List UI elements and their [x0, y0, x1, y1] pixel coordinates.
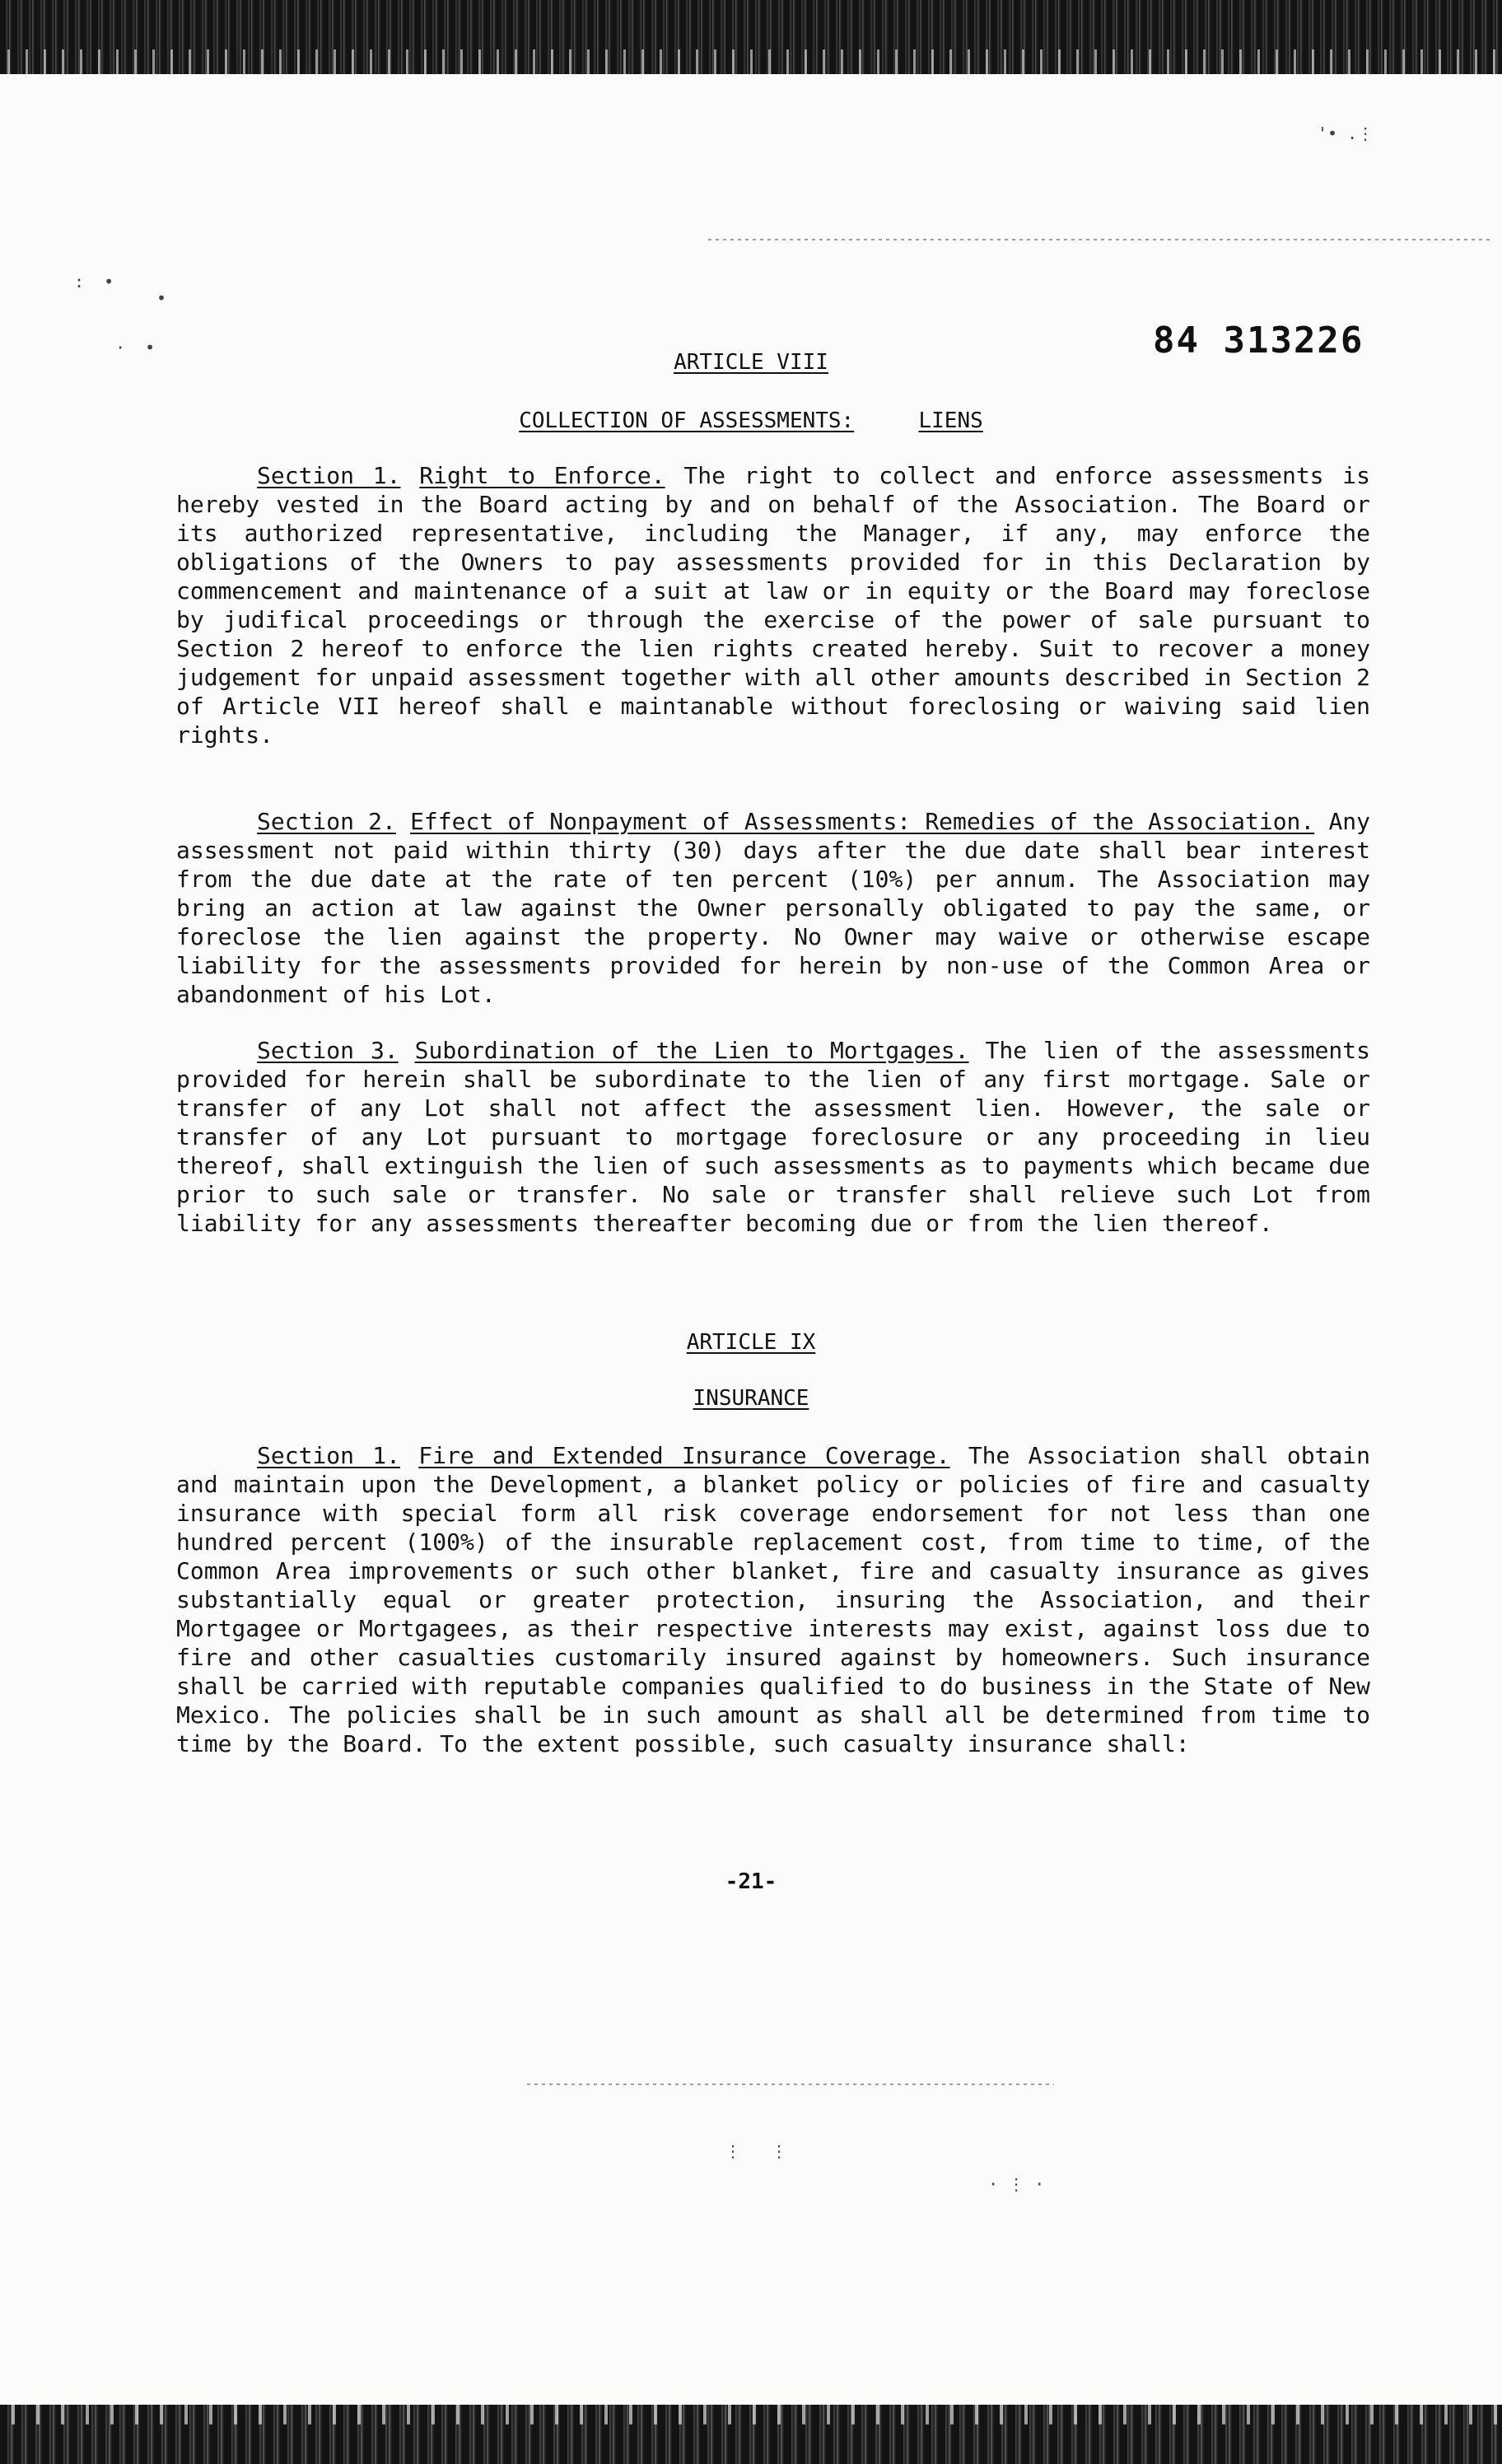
scan-border-top — [0, 0, 1502, 74]
section-label: Section 2. — [257, 808, 396, 835]
article-viii-section-3 — [176, 1036, 1370, 1238]
section-label: Section 1. — [257, 462, 401, 489]
scan-noise-line — [708, 239, 1490, 240]
article-viii-subheading-liens: LIENS — [918, 408, 983, 433]
article-viii-section-1 — [176, 461, 1370, 749]
scan-speck: '• .⋮ — [1318, 124, 1374, 143]
scan-speck: • — [156, 288, 167, 308]
article-ix-section-1 — [176, 1441, 1370, 1758]
section-label: Section 1. — [257, 1442, 400, 1469]
section-title: Effect of Nonpayment of Assessments: Remedies of the Association. — [410, 808, 1315, 835]
article-viii-subheading-main: COLLECTION OF ASSESSMENTS: — [519, 408, 855, 433]
article-ix-heading: ARTICLE IX — [686, 1330, 816, 1355]
section-title: Fire and Extended Insurance Coverage. — [418, 1442, 950, 1469]
scan-speck: ⋅ • — [115, 338, 156, 357]
scan-speck: ⋅ ⋮ ⋅ — [988, 2174, 1045, 2194]
document-number: 84 313226 — [1153, 320, 1364, 362]
scan-border-bottom — [0, 2405, 1502, 2464]
scan-speck: : • — [74, 272, 114, 292]
section-body: The lien of the assessments provided for herein shall be subordinate to the lien of any first mortgage. Sale or transfer of any Lot shall not affect the assessment lien. However, the sale or transfer of any Lot pursuant to mortgage foreclosure or any proceeding in lieu thereof, shall extinguish the lien of such assessments as to payments which became due prior to such sale or transfer. No sale or transfer shall relieve such Lot from liability for any assessments thereafter becoming due or from the lien thereof. — [176, 1037, 1370, 1237]
section-body: The right to collect and enforce assessments is hereby vested in the Board acting by and on behalf of the Association. The Board or its authorized representative, including the Manager, if any, may enforce the obligations of the Owners to pay assessments provided for in this Declaration by commencement and maintenance of a suit at law or in equity or the Board may foreclose by judifical proceedings or through the exercise of the power of sale pursuant to Section 2 hereof to enforce the lien rights created hereby. Suit to recover a money judgement for unpaid assessment together with all other amounts described in Section 2 of Article VII hereof shall e maintanable without foreclosing or waiving said lien rights. — [176, 462, 1371, 749]
scan-speck: ⋮ ⋮ — [725, 2141, 788, 2161]
section-label: Section 3. — [257, 1037, 399, 1064]
article-viii-section-2 — [176, 807, 1370, 1009]
section-title: Right to Enforce. — [419, 462, 665, 489]
section-body: The Association shall obtain and maintain upon the Development, a blanket policy or policies of fire and casualty insurance with special form all risk coverage endorsement for not less than one hundred percent (100%) of the insurable replacement cost, from time to time, of the Common Area improvements or such other blanket, fire and casualty insurance as gives substantially equal or greater protection, insuring the Association, and their Mortgagee or Mortgagees, as their respective interests may exist, against loss due to fire and other casualties customarily insured against by homeowners. Such insurance shall be carried with reputable companies qualified to do business in the State of New Mexico. The policies shall be in such amount as shall all be determined from time to time by the Board. To the extent possible, such casualty insurance shall: — [176, 1442, 1371, 1757]
section-title: Subordination of the Lien to Mortgages. — [414, 1037, 969, 1064]
page-number: -21- — [725, 1869, 777, 1894]
section-body: Any assessment not paid within thirty (30) days after the due date shall bear interest from the due date at the rate of ten percent (10%) per annum. The Association may bring an action at law against the Owner personally obligated to pay the same, or foreclose the lien against the property. No Owner may waive or otherwise escape liability for the assessments provided for herein by non-use of the Common Area or abandonment of his Lot. — [176, 808, 1371, 1008]
article-ix-subheading: INSURANCE — [693, 1386, 809, 1411]
scan-noise-line — [527, 2084, 1054, 2085]
article-viii-subheading — [0, 408, 1502, 433]
article-viii-heading: ARTICLE VIII — [674, 350, 828, 375]
